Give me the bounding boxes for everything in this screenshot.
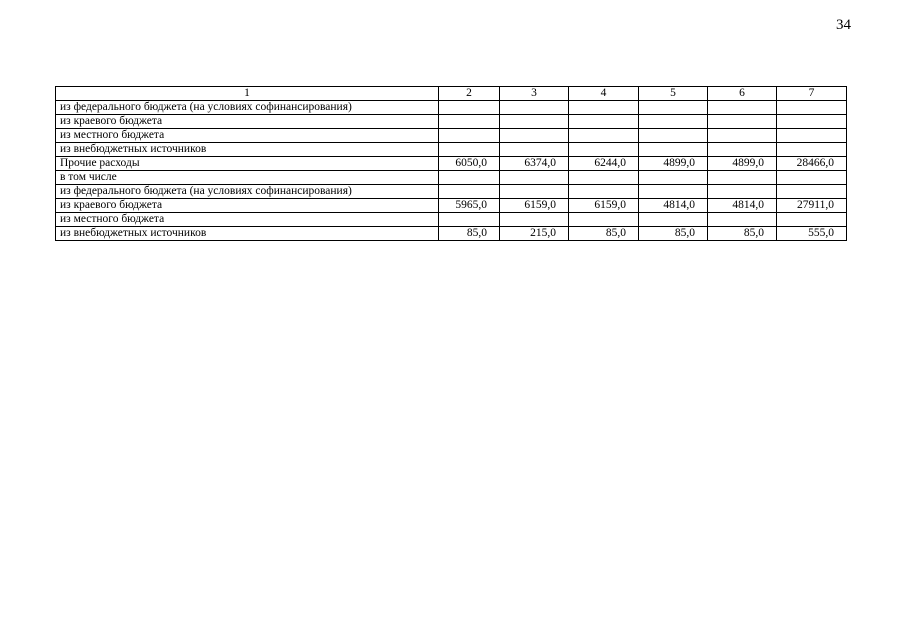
table-cell: 6050,0 [439,157,500,171]
table-row [56,185,847,199]
table-cell [569,185,639,199]
table-cell [500,143,569,157]
row-label: из внебюджетных источников [56,227,439,241]
table-row [56,227,847,241]
table-cell [777,143,847,157]
table-cell [500,213,569,227]
table-row [56,115,847,129]
table-cell [708,171,777,185]
row-label: в том числе [56,171,439,185]
table-cell [639,101,708,115]
table-cell [500,129,569,143]
column-header: 1 [56,87,439,101]
column-header: 7 [777,87,847,101]
table-cell [569,213,639,227]
row-label: из федерального бюджета (на условиях софинансирования) [56,185,439,199]
table-cell [439,171,500,185]
table-row [56,171,847,185]
table-cell [439,143,500,157]
table-cell: 6159,0 [500,199,569,213]
table-cell [500,185,569,199]
column-header: 5 [639,87,708,101]
table-cell [439,101,500,115]
table-header-row [56,87,847,101]
table-cell: 4814,0 [708,199,777,213]
table-cell [500,101,569,115]
table-row [56,101,847,115]
row-label: из федерального бюджета (на условиях софинансирования) [56,101,439,115]
table-cell [708,213,777,227]
table-cell [708,115,777,129]
table-cell: 85,0 [639,227,708,241]
table-cell: 4899,0 [708,157,777,171]
table-row [56,157,847,171]
table-cell: 85,0 [708,227,777,241]
table-cell: 4899,0 [639,157,708,171]
table-cell: 6244,0 [569,157,639,171]
table-cell [569,129,639,143]
page-number: 34 [836,17,851,33]
table-row [56,199,847,213]
table-cell [569,143,639,157]
table-cell [708,185,777,199]
table-cell [639,115,708,129]
table-cell [569,115,639,129]
table-cell [777,101,847,115]
table-cell: 85,0 [569,227,639,241]
table-cell: 6159,0 [569,199,639,213]
table-row [56,143,847,157]
row-label: из внебюджетных источников [56,143,439,157]
table-cell [639,185,708,199]
table-cell [639,171,708,185]
table-row [56,129,847,143]
table-cell [708,101,777,115]
table-cell [639,213,708,227]
column-header: 2 [439,87,500,101]
table-cell: 85,0 [439,227,500,241]
table-cell [777,185,847,199]
column-header: 6 [708,87,777,101]
table-cell: 6374,0 [500,157,569,171]
row-label: из краевого бюджета [56,115,439,129]
table-cell [439,185,500,199]
table-cell: 4814,0 [639,199,708,213]
column-header: 3 [500,87,569,101]
table-cell [569,101,639,115]
column-header: 4 [569,87,639,101]
table-cell [777,129,847,143]
table-cell [439,115,500,129]
table-cell: 27911,0 [777,199,847,213]
table-cell [439,213,500,227]
table-cell [777,171,847,185]
table-cell [777,213,847,227]
table-cell [777,115,847,129]
table-cell [639,143,708,157]
table-cell [708,129,777,143]
table-cell [439,129,500,143]
table-cell: 555,0 [777,227,847,241]
table-cell: 28466,0 [777,157,847,171]
budget-table [55,86,847,241]
table-cell [500,115,569,129]
table-cell [708,143,777,157]
row-label: из местного бюджета [56,213,439,227]
table-cell: 5965,0 [439,199,500,213]
table-cell [639,129,708,143]
table-cell [500,171,569,185]
row-label: из местного бюджета [56,129,439,143]
table-cell [569,171,639,185]
table-cell: 215,0 [500,227,569,241]
row-label: из краевого бюджета [56,199,439,213]
row-label: Прочие расходы [56,157,439,171]
table-row [56,213,847,227]
